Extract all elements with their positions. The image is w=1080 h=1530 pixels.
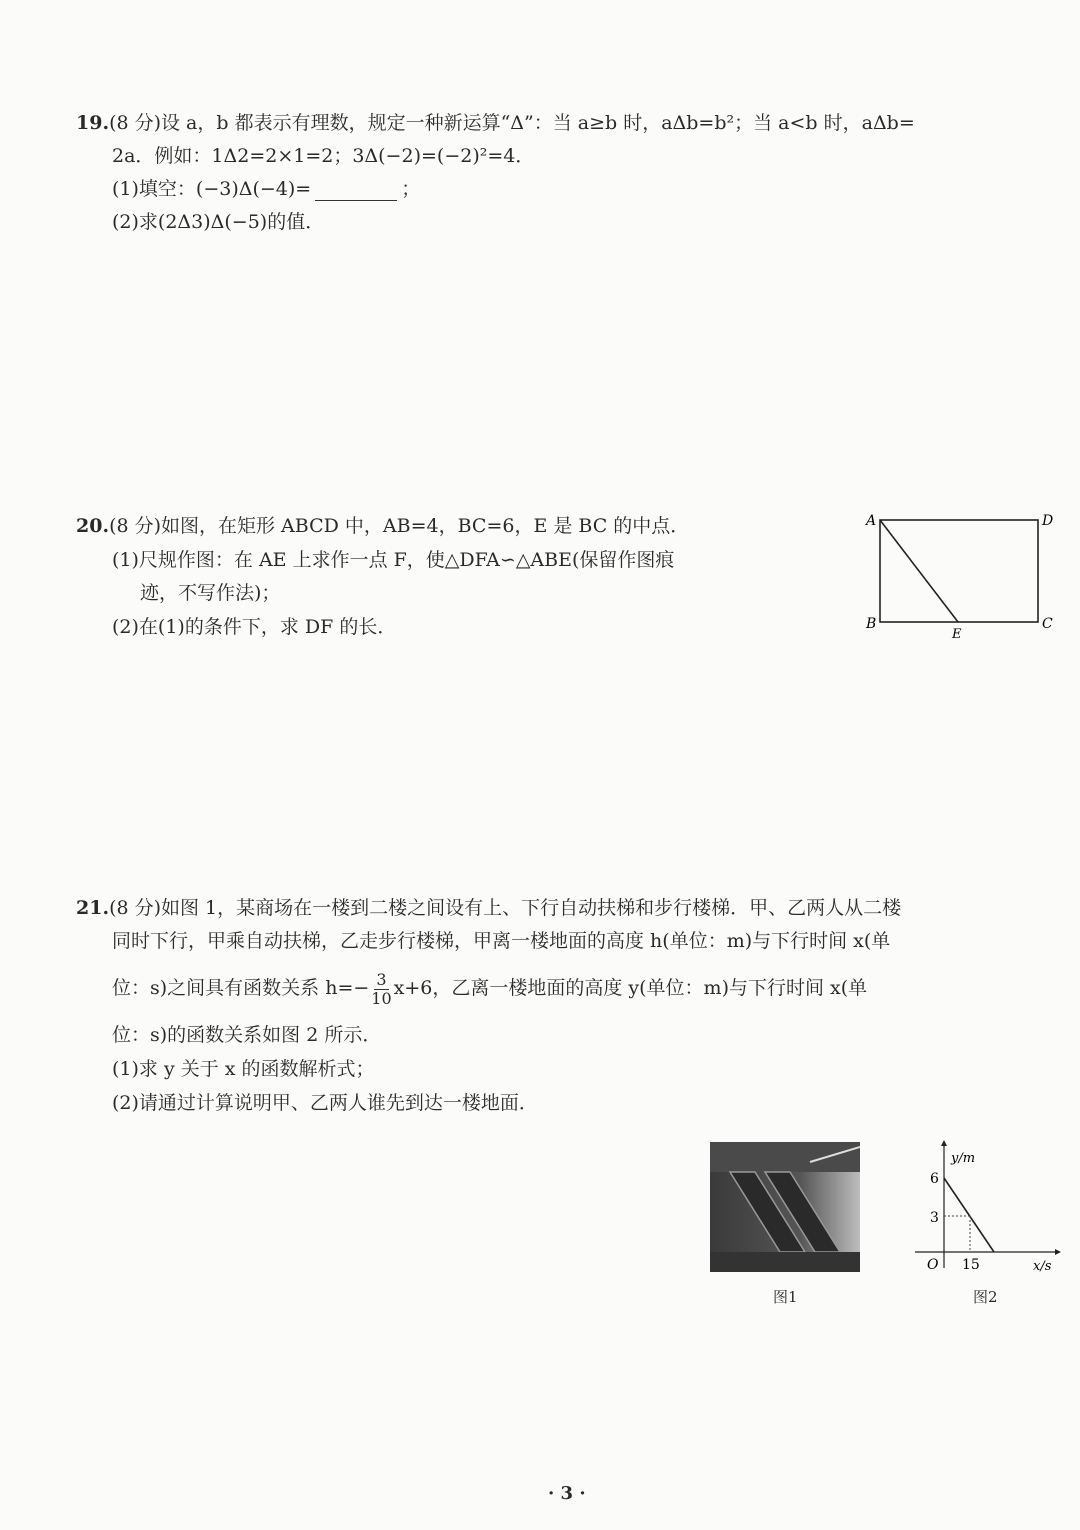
x-axis-label: x/s xyxy=(1033,1259,1052,1274)
y-axis-arrow-icon xyxy=(941,1140,947,1146)
fig2-caption: 图2 xyxy=(973,1288,998,1306)
q19-number: 19. xyxy=(76,112,110,134)
q21-line1 xyxy=(76,896,901,920)
function-graph xyxy=(905,1138,1065,1278)
q21-l3-suffix: x+6，乙离一楼地面的高度 y(单位：m)与下行时间 x(单 xyxy=(393,977,868,999)
q20-line3: 迹，不写作法)； xyxy=(140,582,281,604)
rectangle-figure xyxy=(860,505,1070,645)
label-b: B xyxy=(866,616,877,632)
fraction xyxy=(371,971,391,1008)
rectangle-abcd xyxy=(880,520,1038,622)
x-tick-15: 15 xyxy=(962,1257,980,1273)
q19-line1 xyxy=(76,111,915,135)
q20-text: (8 分)如图，在矩形 ABCD 中，AB=4，BC=6，E 是 BC 的中点． xyxy=(109,515,690,537)
q21-text: (8 分)如图 1，某商场在一楼到二楼之间设有上、下行自动扶梯和步行楼梯．甲、乙两人从二楼 xyxy=(109,897,902,919)
x-axis-arrow-icon xyxy=(1055,1249,1061,1255)
q21-part1: (1)求 y 关于 x 的函数解析式； xyxy=(112,1058,375,1080)
q21-part2: (2)请通过计算说明甲、乙两人谁先到达一楼地面． xyxy=(112,1092,538,1114)
y-axis-label: y/m xyxy=(951,1151,976,1166)
answer-blank xyxy=(315,182,397,201)
q20-line1 xyxy=(76,514,689,538)
graph-line xyxy=(944,1178,994,1252)
q19-p1-suffix: ； xyxy=(401,178,421,200)
q19-part1 xyxy=(112,177,420,201)
label-c: C xyxy=(1042,616,1053,632)
label-e: E xyxy=(952,627,962,642)
y-tick-6: 6 xyxy=(930,1171,939,1187)
q19-part2: (2)求(2Δ3)Δ(−5)的值． xyxy=(112,211,325,233)
y-tick-3: 3 xyxy=(930,1210,939,1226)
q19-line2: 2a．例如：1Δ2=2×1=2；3Δ(−2)=(−2)²=4． xyxy=(112,145,535,167)
segment-ae xyxy=(880,520,958,622)
q21-number: 21. xyxy=(76,897,110,919)
label-a: A xyxy=(866,513,877,529)
q19-text: (8 分)设 a，b 都表示有理数，规定一种新运算“Δ”：当 a≥b 时，aΔb=b²；当 a<b 时，aΔb= xyxy=(109,112,915,134)
q20-number: 20. xyxy=(76,515,110,537)
label-d: D xyxy=(1042,513,1054,529)
q21-line2: 同时下行，甲乘自动扶梯，乙走步行楼梯，甲离一楼地面的高度 h(单位：m)与下行时间 x(单 xyxy=(112,930,891,952)
fig1-caption: 图1 xyxy=(773,1288,798,1306)
q20-line2: (1)尺规作图：在 AE 上求作一点 F，使△DFA∽△ABE(保留作图痕 xyxy=(112,549,675,571)
fraction-numerator: 3 xyxy=(376,969,387,989)
escalator-photo xyxy=(710,1142,860,1272)
q19-p1-text: (1)填空：(−3)Δ(−4)= xyxy=(112,178,312,200)
q21-l3-prefix: 位：s)之间具有函数关系 h=− xyxy=(112,977,370,999)
q21-line3 xyxy=(112,966,867,1010)
fraction-denominator: 10 xyxy=(371,988,392,1008)
origin-label: O xyxy=(927,1257,939,1273)
page-number: · 3 · xyxy=(548,1483,586,1504)
q21-line4: 位：s)的函数关系如图 2 所示． xyxy=(112,1024,382,1046)
q20-line4: (2)在(1)的条件下，求 DF 的长． xyxy=(112,616,397,638)
